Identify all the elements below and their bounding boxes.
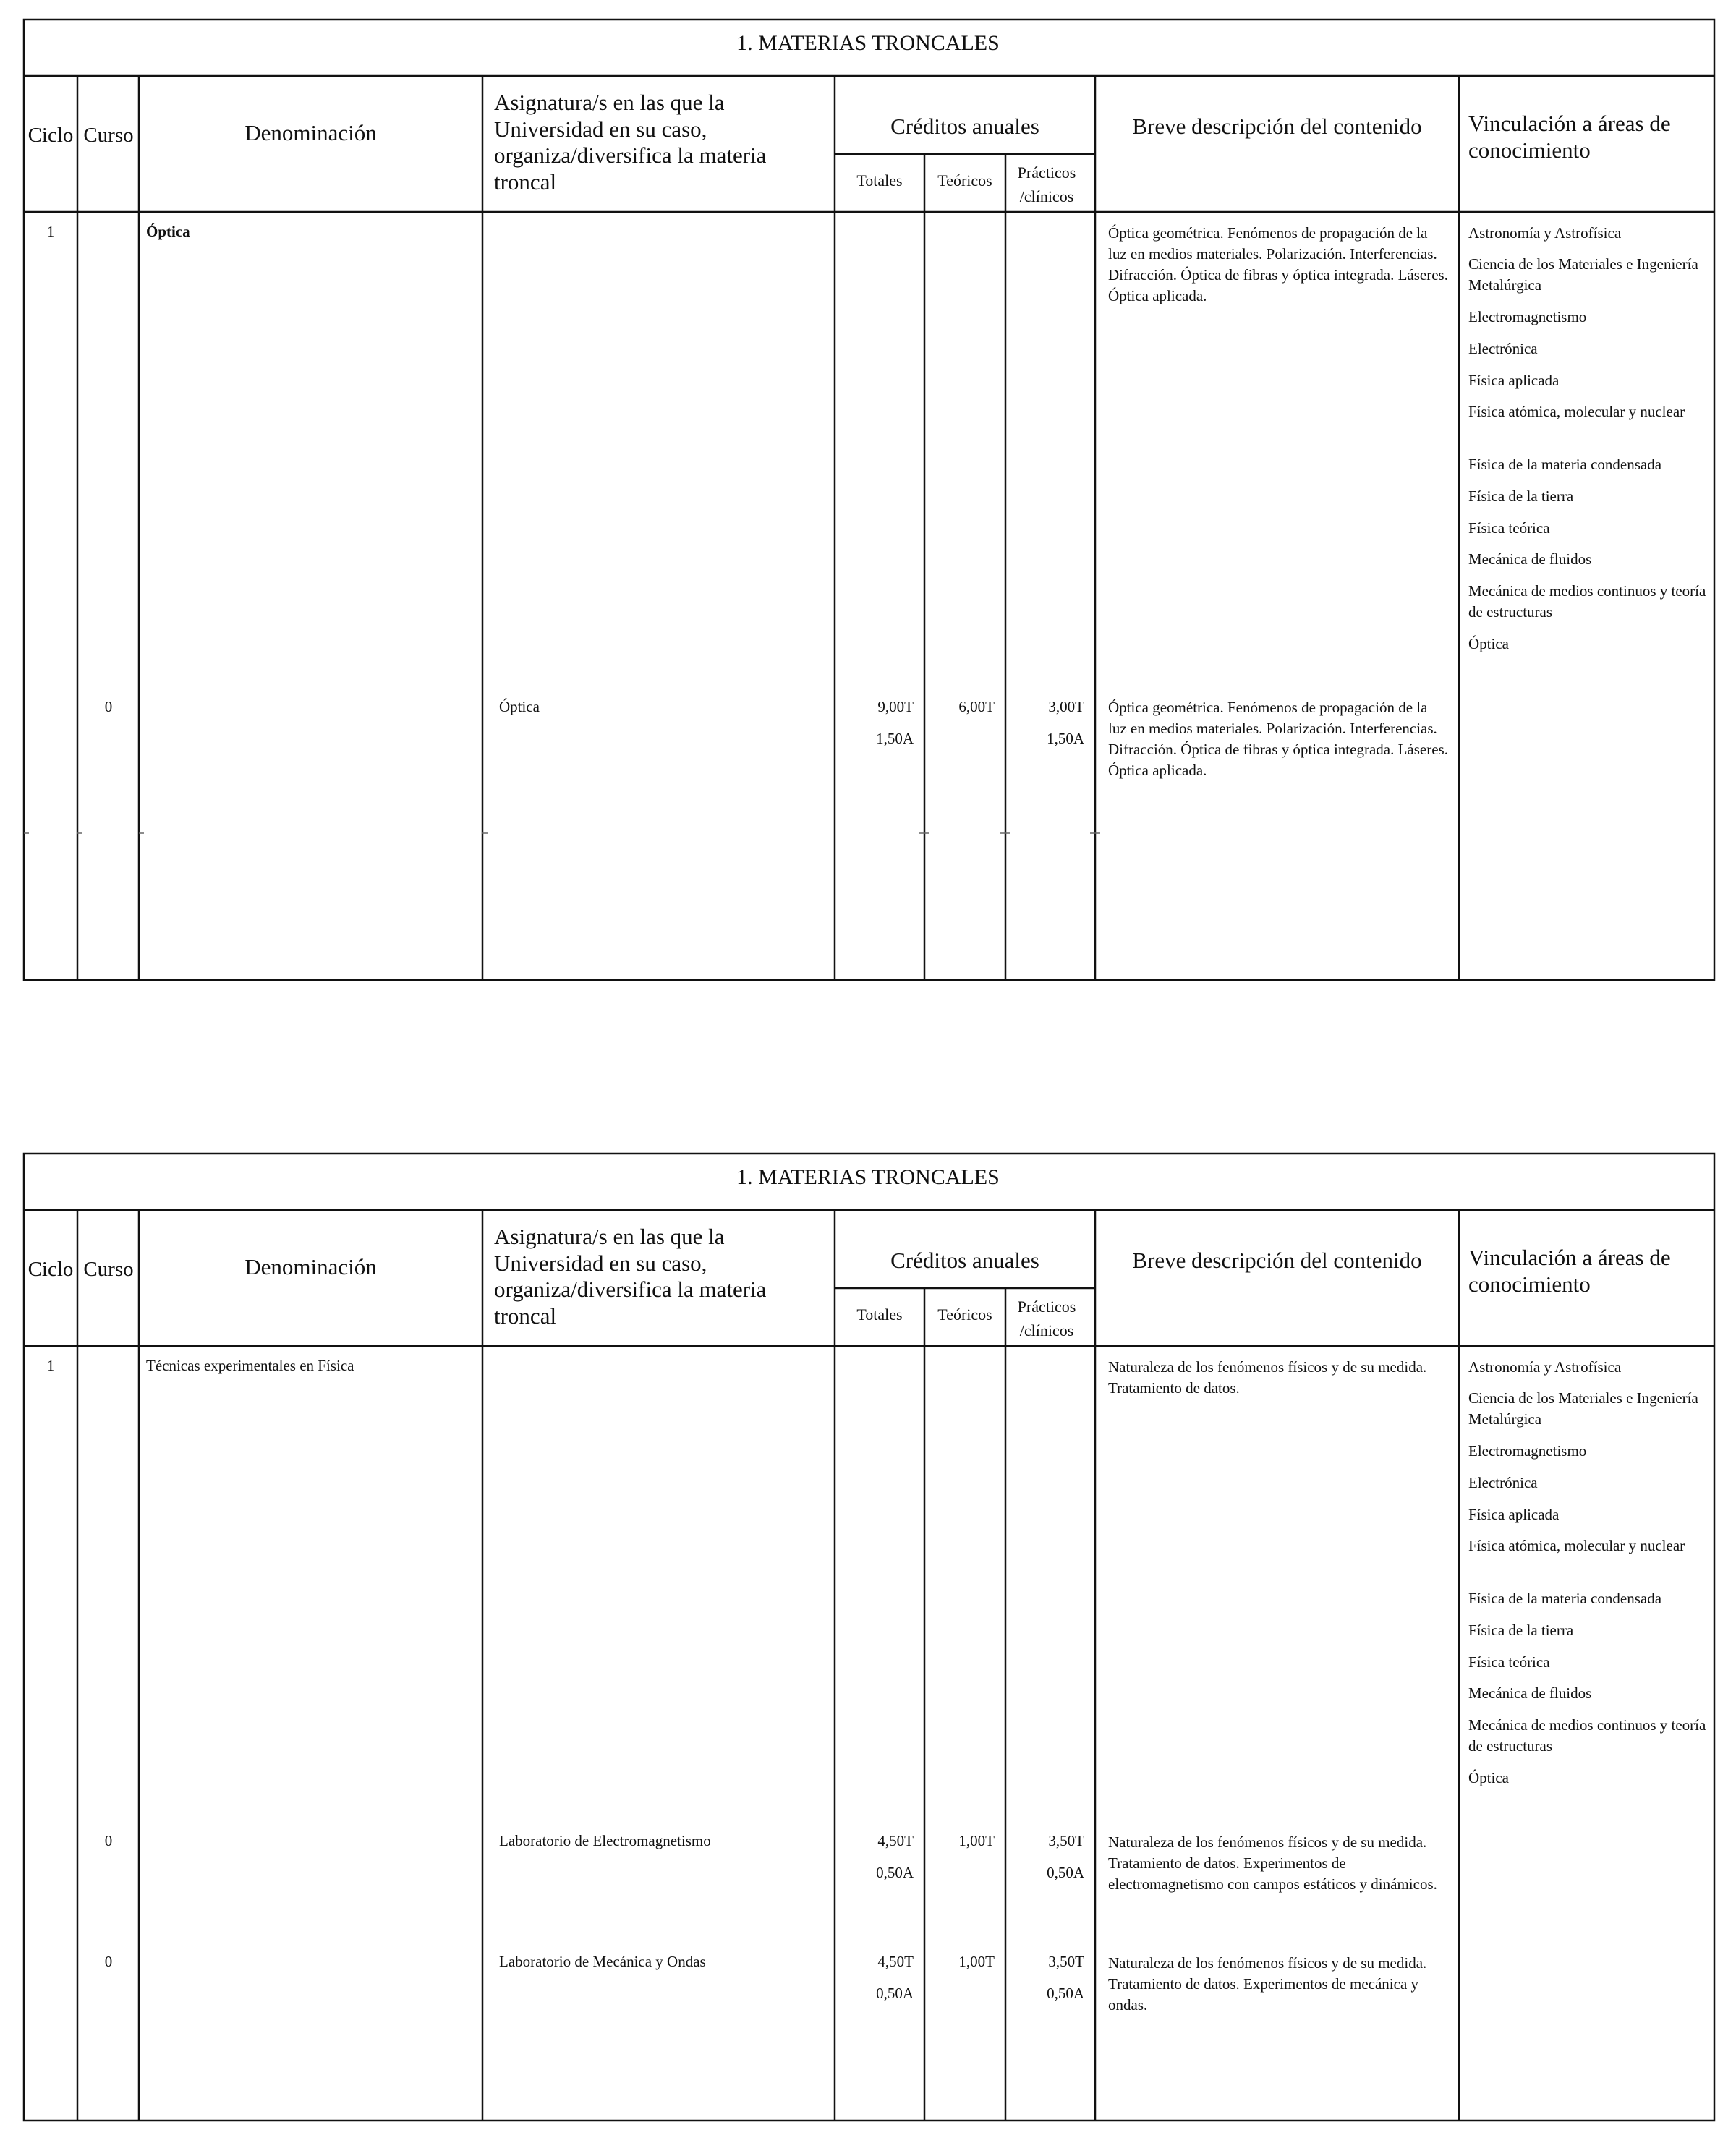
materia-ciclo: 1 (46, 223, 55, 240)
credito-teoricos: 6,00T (958, 698, 995, 715)
credito-totales-a: 0,50A (876, 1864, 914, 1881)
credito-practicos-a: 1,50A (1047, 730, 1084, 747)
materia-denominacion: Técnicas experimentales en Física (146, 1357, 354, 1374)
area-item: Electrónica (1468, 340, 1538, 357)
asignatura-curso: 0 (104, 1953, 113, 1970)
area-item: Mecánica de fluidos (1468, 550, 1592, 568)
area-item: Astronomía y Astrofísica (1468, 1358, 1622, 1376)
header-teoricos: Teóricos (937, 171, 992, 189)
header-creditos-anuales: Créditos anuales (890, 114, 1039, 139)
area-item: Física de la tierra (1468, 487, 1574, 505)
header-vinculacion-areas: Vinculación a áreas de conocimiento (1468, 1245, 1671, 1297)
area-item: Física atómica, molecular y nuclear (1468, 1537, 1685, 1554)
header-curso: Curso (83, 124, 134, 147)
header-asignatura: Asignatura/s en las que la Universidad en su caso, organiza/diversifica la materia troncal (494, 90, 767, 195)
credito-practicos-a: 0,50A (1047, 1985, 1084, 2002)
credito-totales-a: 1,50A (876, 730, 914, 747)
area-item: Física aplicada (1468, 1506, 1560, 1523)
asignatura-nombre: Laboratorio de Electromagnetismo (499, 1832, 711, 1849)
materia-ciclo: 1 (46, 1357, 55, 1374)
credito-totales-a: 0,50A (876, 1985, 914, 2002)
area-item: Física de la materia condensada (1468, 456, 1662, 473)
area-item: Electromagnetismo (1468, 1442, 1587, 1460)
materia-descripcion: Naturaleza de los fenómenos físicos y de su medida. Tratamiento de datos. (1108, 1358, 1427, 1397)
table-title: 1. MATERIAS TRONCALES (736, 1165, 1000, 1189)
area-item: Física aplicada (1468, 372, 1560, 389)
credito-practicos: 3,50T (1048, 1832, 1084, 1849)
asignatura-curso: 0 (104, 1832, 113, 1849)
header-totales: Totales (856, 171, 903, 189)
materia-denominacion: Óptica (146, 223, 190, 240)
table-title: 1. MATERIAS TRONCALES (736, 31, 1000, 55)
credito-totales: 4,50T (877, 1953, 914, 1970)
header-breve-descripcion: Breve descripción del contenido (1132, 114, 1422, 139)
area-item: Física de la materia condensada (1468, 1590, 1662, 1607)
header-totales: Totales (856, 1305, 903, 1324)
header-practicos-clinicos: Prácticos /clínicos (1017, 163, 1076, 205)
area-item: Astronomía y Astrofísica (1468, 224, 1622, 242)
header-asignatura: Asignatura/s en las que la Universidad en su caso, organiza/diversifica la materia troncal (494, 1224, 767, 1329)
materia-descripcion: Óptica geométrica. Fenómenos de propagación de la luz en medios materiales. Polarización. Interferencias. Difracción. Óptica de fibras y óptica integrada. Láseres. Óptica aplicada. (1108, 224, 1448, 304)
area-item: Ciencia de los Materiales e Ingeniería Metalúrgica (1468, 255, 1698, 294)
header-curso: Curso (83, 1258, 134, 1281)
area-item: Física de la tierra (1468, 1622, 1574, 1639)
credito-totales: 4,50T (877, 1832, 914, 1849)
header-ciclo: Ciclo (27, 1258, 74, 1281)
area-item: Electromagnetismo (1468, 308, 1587, 325)
header-practicos-clinicos: Prácticos /clínicos (1017, 1298, 1076, 1339)
asignatura-nombre: Laboratorio de Mecánica y Ondas (499, 1953, 706, 1970)
credito-totales: 9,00T (877, 698, 914, 715)
credito-practicos-a: 0,50A (1047, 1864, 1084, 1881)
area-item: Mecánica de fluidos (1468, 1684, 1592, 1702)
header-denominacion: Denominación (244, 1254, 377, 1279)
credito-practicos: 3,50T (1048, 1953, 1084, 1970)
header-vinculacion-areas: Vinculación a áreas de conocimiento (1468, 111, 1671, 163)
asignatura-nombre: Óptica (499, 698, 540, 715)
credito-teoricos: 1,00T (958, 1832, 995, 1849)
header-creditos-anuales: Créditos anuales (890, 1248, 1039, 1273)
asignatura-curso: 0 (104, 698, 113, 715)
header-breve-descripcion: Breve descripción del contenido (1132, 1248, 1422, 1273)
header-denominacion: Denominación (244, 120, 377, 145)
area-item: Electrónica (1468, 1474, 1538, 1491)
asignatura-descripcion: Naturaleza de los fenómenos físicos y de su medida. Tratamiento de datos. Experimentos de electromagnetismo con campos estáticos y dinámicos. (1108, 1833, 1437, 1893)
area-item: Ciencia de los Materiales e Ingeniería Metalúrgica (1468, 1389, 1698, 1428)
area-item: Física teórica (1468, 1653, 1550, 1671)
area-item: Física teórica (1468, 519, 1550, 537)
area-item: Óptica (1468, 1769, 1509, 1786)
area-item: Óptica (1468, 635, 1509, 652)
area-item: Mecánica de medios continuos y teoría de estructuras (1468, 582, 1706, 621)
header-teoricos: Teóricos (937, 1305, 992, 1324)
header-ciclo: Ciclo (27, 124, 74, 147)
asignatura-descripcion: Naturaleza de los fenómenos físicos y de su medida. Tratamiento de datos. Experimentos de mecánica y ondas. (1108, 1954, 1427, 2014)
area-item: Mecánica de medios continuos y teoría de estructuras (1468, 1716, 1706, 1755)
asignatura-descripcion: Óptica geométrica. Fenómenos de propagación de la luz en medios materiales. Polarización. Interferencias. Difracción. Óptica de fibras y óptica integrada. Láseres. Óptica aplicada. (1108, 699, 1448, 779)
area-item: Física atómica, molecular y nuclear (1468, 403, 1685, 420)
credito-practicos: 3,00T (1048, 698, 1084, 715)
credito-teoricos: 1,00T (958, 1953, 995, 1970)
